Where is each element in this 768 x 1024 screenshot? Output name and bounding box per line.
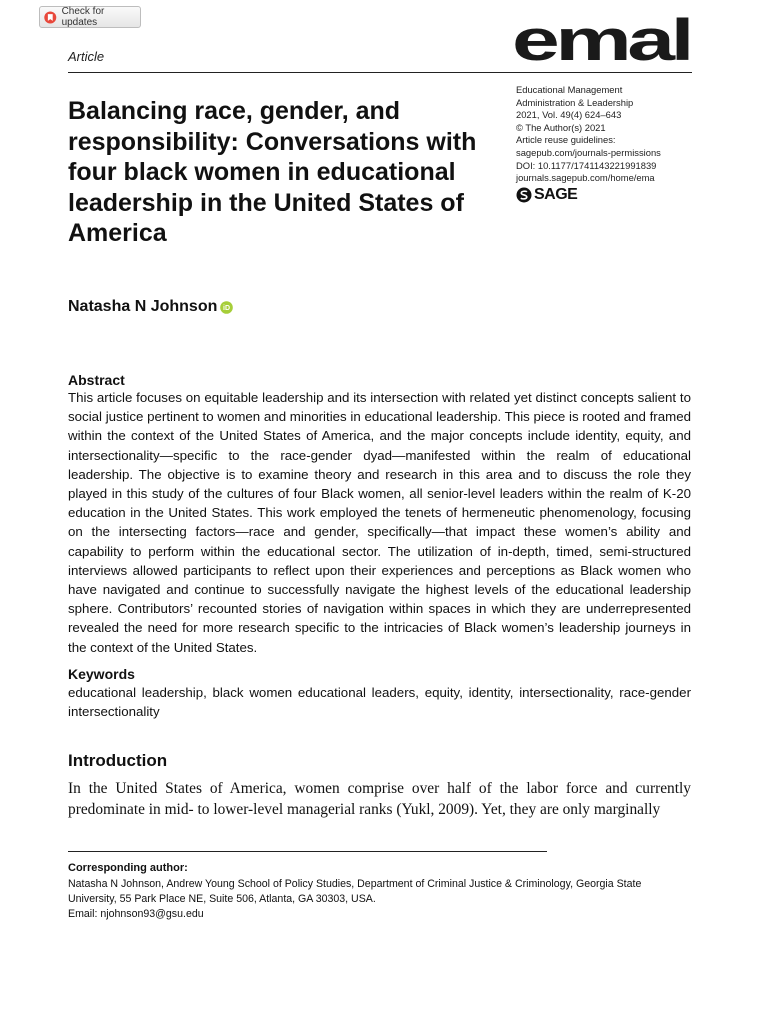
meta-permissions-link[interactable]: sagepub.com/journals-permissions	[516, 146, 661, 158]
meta-doi-link[interactable]: DOI: 10.1177/1741143221991839	[516, 159, 657, 171]
meta-journal-name: Educational Management	[516, 84, 623, 95]
corresponding-author-details	[68, 877, 692, 922]
header-rule	[68, 72, 692, 73]
abstract-text: This article focuses on equitable leadership and its intersection with related yet distinct concepts salient to social justice pertinent to women and minorities in educational leadership. This piece is rooted and framed within the context of the United States of America, and the major concepts include identity, equity, and intersectionality—specific to the race-gender dyad—manifested within the realm of educational leadership. The objective is to examine theory and research in this area and to discuss the role they played in this study of the cultures of four Black women, all senior-level leaders within the realm of K-20 education in the United States. This work employed the tenets of hermeneutic phenomenology, focusing on the intersecting factors—race and gender, specifically—that impact these women’s ability and capability to perform within the educational sector. The utilization of in-depth, timed, semi-structured interviews allowed participants to reflect upon their experiences and perceptions as Black women who have navigated and continue to successfully navigate the highest levels of the educational leadership sphere. Contributors’ recounted stories of navigation within spaces in which they are underrepresented revealed the need for more research specific to the intricacies of Black women’s leadership journeys in the context of the United States.	[68, 390, 691, 655]
abstract-heading: Abstract	[68, 372, 125, 388]
check-for-updates-button[interactable]	[39, 6, 141, 28]
publisher-logo	[516, 186, 577, 204]
corresponding-author-heading: Corresponding author:	[68, 862, 188, 874]
keywords-text: educational leadership, black women educational leaders, equity, identity, intersectionality, race-gender intersectionality	[68, 685, 691, 719]
introduction-text: In the United States of America, women comprise over half of the labor force and currently predominate in mid- to lower-level managerial ranks (Yukl, 2009). Yet, they are only marginally	[68, 780, 691, 818]
journal-logo	[512, 16, 692, 68]
journal-metadata	[516, 84, 661, 185]
publisher-name: SAGE	[534, 186, 578, 203]
corresponding-author-address: Natasha N Johnson, Andrew Young School of Policy Studies, Department of Criminal Justice & Criminology, Georgia State University, 55 Park Place NE, Suite 506, Atlanta, GA 30303, USA.	[68, 878, 642, 905]
author-name: Natasha N Johnson	[68, 298, 218, 315]
meta-journal-name-2: Administration & Leadership	[516, 96, 634, 108]
orcid-icon[interactable]	[220, 301, 233, 314]
article-title: Balancing race, gender, and responsibility: Conversations with four black women in educational leadership in the United States of America	[68, 97, 477, 247]
bookmark-icon	[44, 11, 57, 24]
introduction-heading: Introduction	[68, 751, 168, 770]
sage-icon	[516, 187, 532, 203]
meta-reuse-label: Article reuse guidelines:	[516, 134, 616, 146]
article-type: Article	[68, 49, 105, 64]
check-for-updates-label: Check for updates	[61, 6, 105, 28]
svg-text:emal: emal	[512, 16, 690, 68]
meta-copyright: © The Author(s) 2021	[516, 121, 606, 133]
svg-text:iD: iD	[223, 304, 231, 312]
keywords-heading: Keywords	[68, 666, 135, 682]
corresponding-author-email[interactable]: Email: njohnson93@gsu.edu	[68, 908, 204, 920]
meta-journal-link[interactable]: journals.sagepub.com/home/ema	[516, 172, 655, 184]
footnote-rule	[68, 851, 547, 852]
author	[68, 298, 233, 316]
meta-volume: 2021, Vol. 49(4) 624–643	[516, 109, 622, 121]
